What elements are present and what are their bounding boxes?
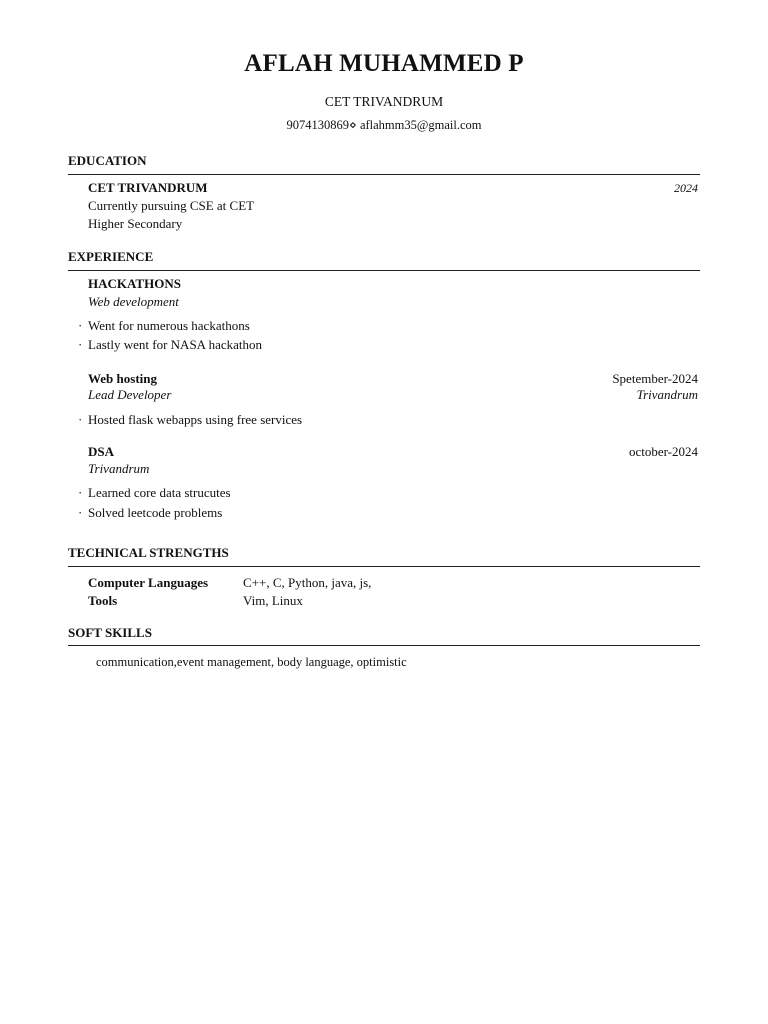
bullet-dot-icon: ·	[78, 485, 83, 500]
list-item	[78, 412, 302, 428]
section-title-education: EDUCATION	[68, 153, 147, 168]
bullet-dot-icon: ·	[78, 412, 83, 427]
experience-title: HACKATHONS	[88, 276, 181, 291]
experience-subtitle: Web development	[88, 294, 179, 309]
experience-subtitle: Lead Developer	[88, 387, 172, 402]
section-divider	[68, 270, 700, 271]
skill-label: Computer Languages	[88, 575, 209, 590]
section-title-soft-skills: SOFT SKILLS	[68, 625, 152, 640]
list-item	[78, 485, 231, 501]
bullet-text: Lastly went for NASA hackathon	[88, 337, 263, 352]
section-divider	[68, 645, 700, 646]
list-item	[78, 337, 262, 353]
bullet-text: Hosted flask webapps using free services	[88, 412, 303, 427]
skill-value: Vim, Linux	[243, 593, 303, 608]
education-line: Higher Secondary	[88, 216, 183, 231]
section-title-experience: EXPERIENCE	[68, 249, 154, 264]
diamond-separator-icon: ⋄	[348, 118, 357, 132]
resume-name: AFLAH MUHAMMED P	[244, 50, 524, 77]
skill-value: C++, C, Python, java, js,	[243, 575, 372, 590]
bullet-text: Solved leetcode problems	[88, 505, 223, 520]
section-divider	[68, 566, 700, 567]
list-item	[78, 505, 222, 521]
education-line: Currently pursuing CSE at CET	[88, 198, 255, 213]
skill-label: Tools	[88, 593, 118, 608]
resume-subtitle: CET TRIVANDRUM	[324, 94, 444, 109]
education-year: 2024	[674, 181, 698, 195]
bullet-text: Learned core data strucutes	[88, 485, 231, 500]
section-title-technical: TECHNICAL STRENGTHS	[68, 545, 229, 560]
bullet-dot-icon: ·	[78, 318, 83, 333]
experience-title: DSA	[88, 444, 115, 459]
email-link[interactable]: aflahmm35@gmail.com	[359, 118, 482, 132]
bullet-text: Went for numerous hackathons	[88, 318, 250, 333]
bullet-dot-icon: ·	[78, 337, 83, 352]
experience-title: Web hosting	[88, 371, 157, 386]
experience-subtitle: Trivandrum	[88, 461, 150, 476]
experience-date: Spetember-2024	[612, 371, 698, 386]
phone-number: 9074130869	[286, 118, 349, 132]
list-item	[78, 318, 250, 334]
soft-skills-text: communication,event management, body language, optimistic	[96, 655, 407, 669]
resume-page	[68, 0, 700, 1024]
bullet-dot-icon: ·	[78, 505, 83, 520]
experience-date: october-2024	[628, 444, 698, 459]
section-divider	[68, 174, 700, 175]
experience-location: Trivandrum	[636, 387, 698, 402]
education-institution: CET TRIVANDRUM	[88, 180, 208, 195]
contact-line	[68, 117, 700, 133]
